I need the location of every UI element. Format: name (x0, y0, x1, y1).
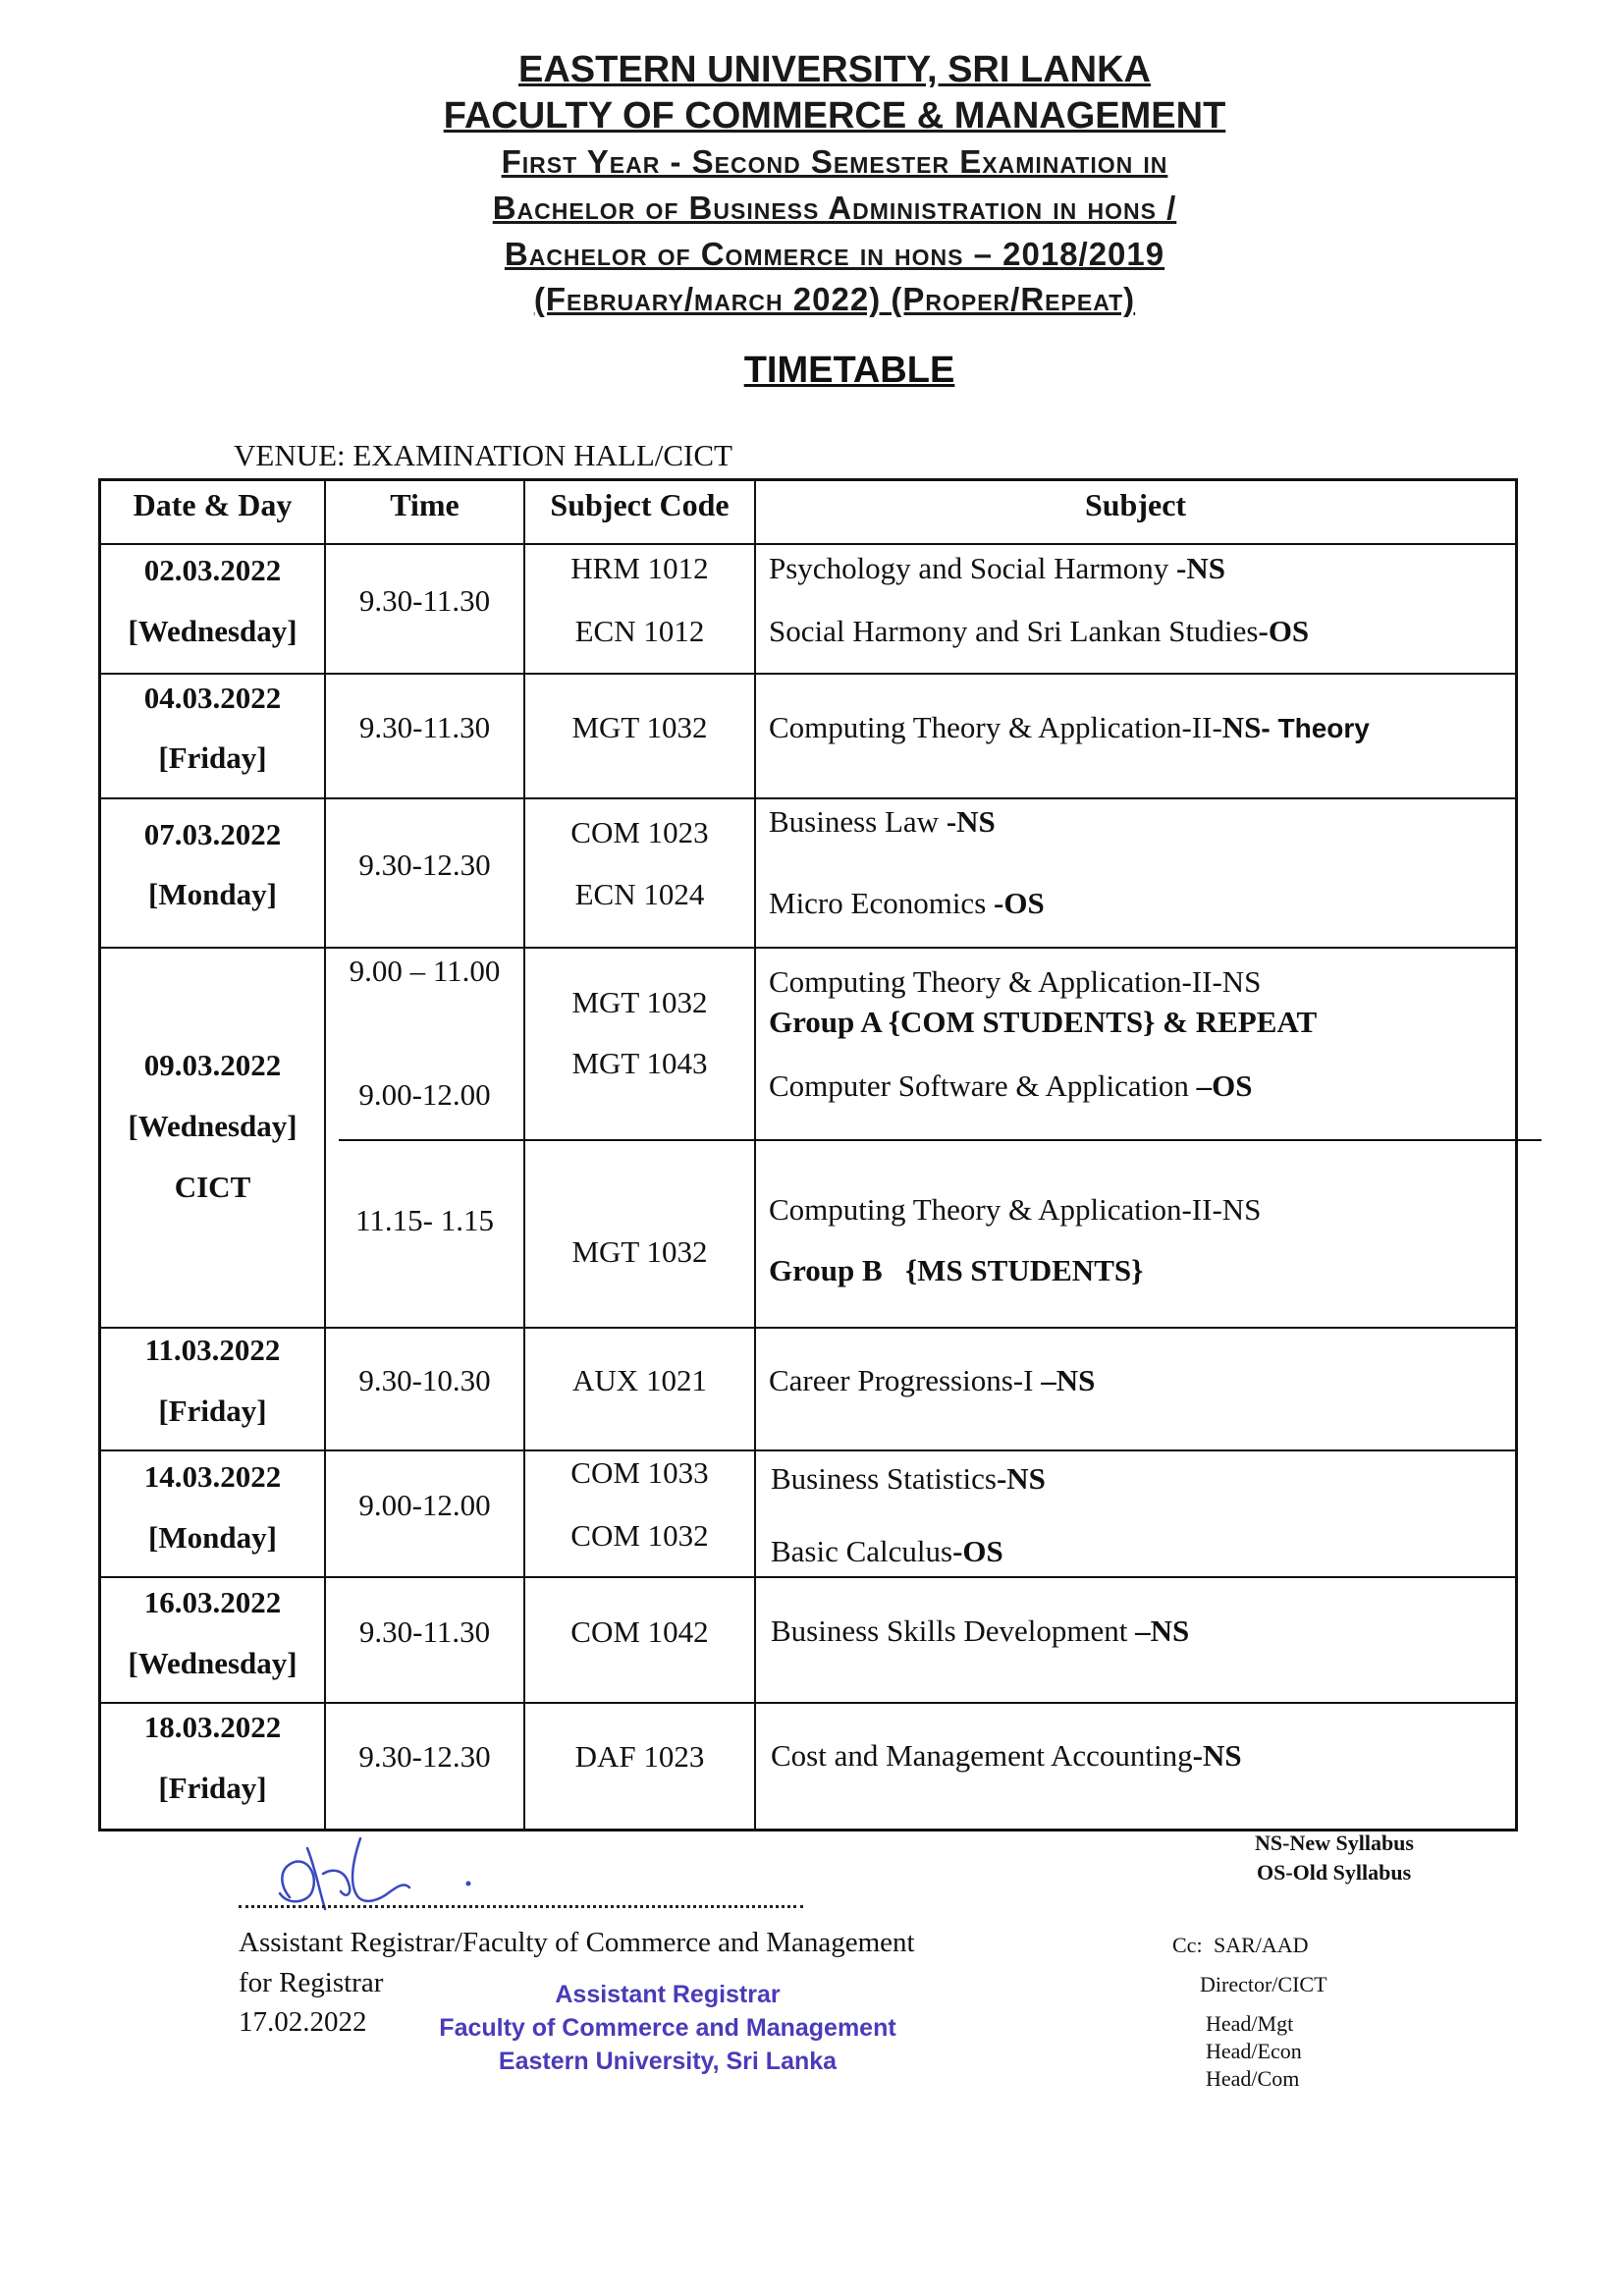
row-subject: Computing Theory & Application-II-NS- Theory (769, 710, 1370, 744)
row-time: 9.00-12.00 (358, 1077, 491, 1112)
header-time: Time (390, 487, 460, 522)
exam-title-line4: (February/march 2022) (Proper/Repeat) (533, 281, 1136, 317)
stamp-line1: Assistant Registrar (555, 1981, 781, 2008)
row-subject: Basic Calculus-OS (771, 1534, 1003, 1568)
row-subject: Business Statistics-NS (771, 1461, 1046, 1496)
row-date: 02.03.2022 (143, 553, 282, 587)
row-time: 9.30-10.30 (358, 1363, 491, 1397)
row-day: [Friday] (158, 740, 267, 775)
faculty-name: FACULTY OF COMMERCE & MANAGEMENT (443, 95, 1226, 137)
row-day: [Wednesday] (128, 1109, 298, 1143)
row-code: ECN 1012 (574, 614, 705, 648)
row-time: 9.30-12.30 (358, 1739, 491, 1774)
venue-label: VENUE: EXAMINATION HALL/CICT (234, 438, 732, 472)
exam-title-line1: First Year - Second Semester Examination in (501, 143, 1168, 180)
row-subject: Psychology and Social Harmony -NS (769, 551, 1225, 585)
cc-item: SAR/AAD (1214, 1933, 1309, 1957)
row-time: 9.00 – 11.00 (349, 954, 501, 988)
row-day: [Monday] (148, 1520, 277, 1555)
university-name: EASTERN UNIVERSITY, SRI LANKA (518, 49, 1151, 90)
row-day: [Friday] (158, 1394, 267, 1428)
row-code: ECN 1024 (574, 877, 705, 911)
legend-old-syllabus: OS-Old Syllabus (1257, 1860, 1412, 1885)
signature (250, 1829, 486, 1917)
row-code: MGT 1032 (571, 1234, 708, 1269)
row-code: MGT 1043 (571, 1046, 708, 1080)
row-code: COM 1033 (570, 1455, 709, 1490)
row-subject-group: Group B {MS STUDENTS} (769, 1253, 1144, 1287)
row-day: [Wednesday] (128, 1646, 298, 1680)
stamp-line2: Faculty of Commerce and Management (439, 2014, 896, 2042)
row-code: HRM 1012 (570, 551, 709, 585)
cc-item: Head/Com (1206, 2066, 1300, 2091)
row-code: COM 1042 (570, 1614, 709, 1649)
header-date: Date & Day (133, 487, 293, 522)
row-subject: Computing Theory & Application-II-NS (769, 1192, 1262, 1227)
cc-item: Head/Mgt (1206, 2011, 1294, 2036)
row-subject: Micro Economics -OS (769, 886, 1045, 920)
cc-item: Director/CICT (1200, 1972, 1327, 1996)
row-venue: CICT (174, 1170, 251, 1204)
row-time: 9.30-11.30 (358, 1614, 491, 1649)
row-subject: Career Progressions-I –NS (769, 1363, 1096, 1397)
row-day: [Friday] (158, 1771, 267, 1805)
exam-title-line3: Bachelor of Commerce in hons – 2018/2019 (504, 236, 1165, 272)
row-date: 09.03.2022 (143, 1048, 282, 1082)
row-subject: Cost and Management Accounting-NS (771, 1738, 1242, 1773)
header-subject-code: Subject Code (550, 487, 730, 522)
issue-date: 17.02.2022 (239, 2006, 367, 2038)
row-day: [Wednesday] (128, 614, 298, 648)
row-subject: Social Harmony and Sri Lankan Studies-OS (769, 614, 1310, 648)
row-time: 9.00-12.00 (358, 1488, 491, 1522)
row-code: COM 1032 (570, 1518, 709, 1553)
page-title: TIMETABLE (743, 350, 955, 391)
row-time: 9.30-12.30 (358, 847, 491, 882)
stamp-line3: Eastern University, Sri Lanka (498, 2048, 838, 2075)
row-date: 07.03.2022 (143, 817, 282, 851)
row-subject: Business Skills Development –NS (771, 1613, 1190, 1648)
row-code: DAF 1023 (574, 1739, 705, 1774)
row-date: 18.03.2022 (143, 1710, 282, 1744)
cc-label: Cc: (1172, 1933, 1203, 1957)
row-subject: Computing Theory & Application-II-NS (769, 964, 1262, 999)
row-time: 9.30-11.30 (358, 583, 491, 618)
row-date: 16.03.2022 (143, 1585, 282, 1619)
signature-line (239, 1905, 803, 1908)
row-date: 14.03.2022 (143, 1459, 282, 1494)
row-time: 11.15- 1.15 (355, 1203, 494, 1237)
row-subject: Computer Software & Application –OS (769, 1068, 1253, 1103)
header-subject: Subject (1084, 487, 1187, 522)
row-subject-group: Group A {COM STUDENTS} & REPEAT (769, 1005, 1318, 1039)
row-subject: Business Law -NS (769, 804, 996, 839)
legend-new-syllabus: NS-New Syllabus (1255, 1831, 1414, 1855)
signatory-for: for Registrar (239, 1967, 384, 1998)
row-time: 9.30-11.30 (358, 710, 491, 744)
row-code: MGT 1032 (571, 710, 708, 744)
row-date: 11.03.2022 (144, 1333, 281, 1367)
exam-title-line2: Bachelor of Business Administration in hons / (492, 190, 1177, 226)
row-code: AUX 1021 (572, 1363, 707, 1397)
row-code: COM 1023 (570, 815, 709, 849)
row-date: 04.03.2022 (143, 681, 282, 715)
row-code: MGT 1032 (571, 985, 708, 1019)
row-day: [Monday] (148, 877, 277, 911)
cc-item: Head/Econ (1206, 2039, 1302, 2063)
signatory-title: Assistant Registrar/Faculty of Commerce and Management (239, 1927, 915, 1958)
